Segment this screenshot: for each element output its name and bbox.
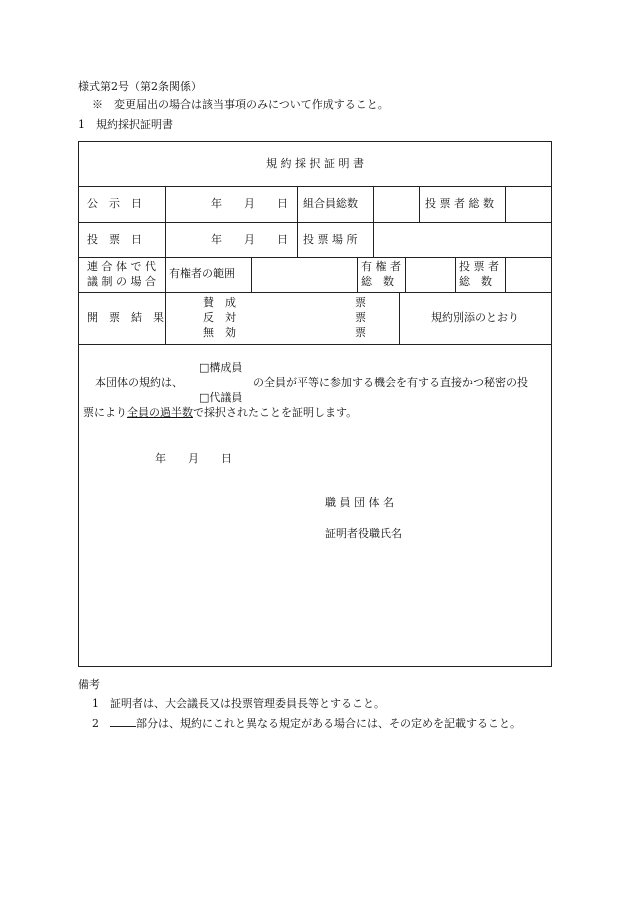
yes-label: 賛 成: [203, 296, 236, 309]
option-delegates: □代議員: [199, 391, 243, 404]
voter-total-label-line1: 投 票 者: [459, 260, 499, 273]
col-divider: [455, 257, 456, 292]
remark-item-2-number: 2: [92, 717, 99, 730]
certificate-text-line2: [83, 406, 357, 420]
no-label: 反 対: [203, 311, 236, 324]
form-number: 様式第2号（第2条関係）: [78, 80, 202, 93]
eligible-total-label-line2: 総 数: [361, 275, 394, 288]
row-divider: [79, 344, 551, 345]
certificate-text-line2-pre: 票により: [83, 406, 127, 419]
remark-item-2: [92, 716, 521, 731]
col-divider: [399, 292, 400, 344]
majority-underlined: 全員の過半数: [127, 406, 193, 419]
voting-date-value: 年 月 日: [211, 233, 288, 246]
col-divider: [405, 257, 406, 292]
certificate-text-start: 本団体の規約は、: [95, 376, 183, 389]
col-divider: [297, 222, 298, 257]
certificate-form: [78, 141, 552, 667]
result-note: 規約別添のとおり: [431, 311, 519, 324]
federation-label-line1: 連 合 体 で 代: [87, 260, 156, 273]
underline-blank: [110, 716, 136, 727]
certificate-text-line2-post: で採択されたことを証明します。: [193, 406, 358, 419]
row-divider: [79, 186, 551, 187]
union-members-label: 組合員総数: [303, 197, 358, 210]
col-divider: [373, 186, 374, 222]
certificate-text-mid: の全員が平等に参加する機会を有する直接かつ秘密の投: [253, 376, 528, 389]
count-result-label: 開 票 結 果: [87, 311, 164, 324]
announcement-date-label: 公 示 日: [87, 197, 142, 210]
col-divider: [357, 257, 358, 292]
voting-date-label: 投 票 日: [87, 233, 142, 246]
voter-total-label-line2: 総 数: [459, 275, 492, 288]
col-divider: [251, 257, 252, 292]
row-divider: [79, 222, 551, 223]
remarks-heading: 備考: [78, 678, 100, 691]
option-members: □構成員: [199, 361, 243, 374]
change-note: ※ 変更届出の場合は該当事項のみについて作成すること。: [92, 98, 389, 111]
no-unit: 票: [355, 311, 366, 324]
col-divider: [419, 186, 420, 222]
col-divider: [505, 186, 506, 222]
col-divider: [373, 222, 374, 257]
organization-name-label: 職 員 団 体 名: [325, 496, 394, 509]
federation-label-line2: 議 制 の 場 合: [87, 275, 156, 288]
voting-place-label: 投 票 場 所: [303, 233, 358, 246]
announcement-date-value: 年 月 日: [211, 197, 288, 210]
yes-unit: 票: [355, 296, 366, 309]
section-heading: 1 規約採択証明書: [78, 118, 173, 131]
col-divider: [505, 257, 506, 292]
certificate-date: 年 月 日: [155, 452, 232, 465]
row-divider: [79, 292, 551, 293]
eligible-range-label: 有権者の範囲: [169, 267, 235, 280]
eligible-total-label-line1: 有 権 者: [361, 260, 401, 273]
invalid-label: 無 効: [203, 326, 236, 339]
col-divider: [165, 186, 166, 344]
col-divider: [297, 186, 298, 222]
certifier-name-label: 証明者役職氏名: [325, 527, 402, 540]
invalid-unit: 票: [355, 326, 366, 339]
remark-item-2-text: 部分は、規約にこれと異なる規定がある場合には、その定めを記載すること。: [136, 717, 521, 730]
form-title: 規 約 採 択 証 明 書: [266, 157, 364, 170]
remark-item-1: 1 証明者は、大会議長又は投票管理委員長等とすること。: [92, 697, 385, 710]
total-voters-label: 投 票 者 総 数: [425, 197, 494, 210]
row-divider: [79, 257, 551, 258]
